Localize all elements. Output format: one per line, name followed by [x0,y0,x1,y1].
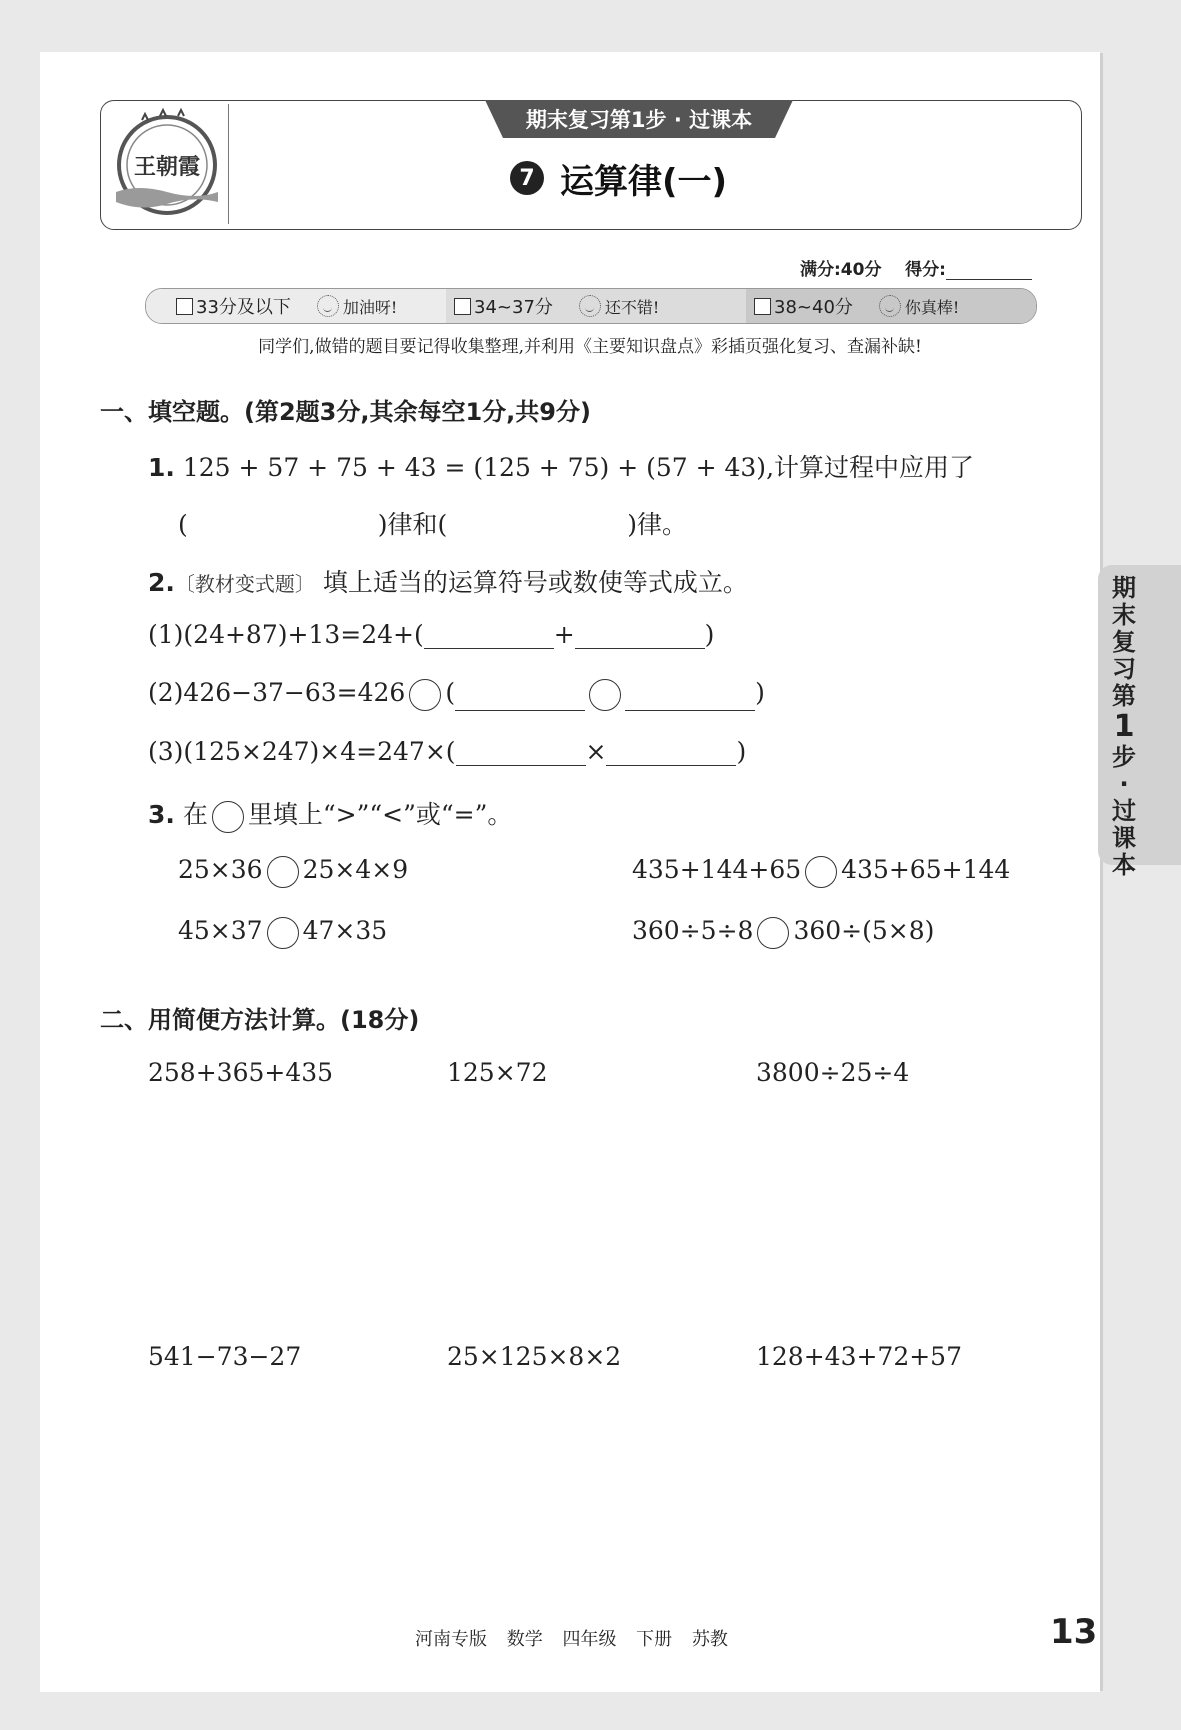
q2-line [148,563,748,599]
compare-1-left: 25×36 [178,855,263,884]
side-tab-char: · [1119,770,1129,798]
compare-1-circle[interactable] [267,856,299,888]
q1-mid: )律和( [377,510,448,539]
q3-compare-1 [178,855,408,888]
calc-problem-5: 25×125×8×2 [447,1342,622,1371]
q3-compare-3 [178,916,387,949]
compare-1-right: 25×4×9 [302,855,409,884]
q3-pre: 在 [182,800,208,829]
logo-separator [228,104,229,224]
q2-item1-blank-1[interactable] [424,622,554,649]
grade-bar [145,288,1037,324]
q3-post: 里填上“>”“<”或“=”。 [247,800,513,829]
section2-heading: 二、用简便方法计算。(18分) [100,1006,420,1034]
level-2-range: 34~37分 [474,297,553,318]
step-label: 期末复习第1步 · 过课本 [525,108,753,132]
checkbox-level-1[interactable] [176,298,193,315]
svg-text:王朝霞: 王朝霞 [133,154,201,180]
level-3-range: 38~40分 [774,297,853,318]
q2-item2-end: ) [755,678,765,707]
side-tab-char: 步 [1112,743,1136,771]
compare-4-right: 360÷(5×8) [793,916,935,945]
score-line [800,255,1032,280]
calc-problem-3: 3800÷25÷4 [756,1058,910,1087]
q2-item3-mid: × [585,737,607,766]
calc-problem-2: 125×72 [447,1058,548,1087]
q2-item2-blank-2[interactable] [625,684,755,711]
side-tab-char: 习 [1112,655,1136,683]
q2-item3 [148,737,746,766]
q2-item3-pre: (3)(125×247)×4=247×( [148,737,456,766]
side-tab-char: 复 [1112,628,1136,656]
full-score-label: 满分:40分 [800,260,882,280]
compare-2-circle[interactable] [805,856,837,888]
q3-compare-2 [632,855,1010,888]
q2-item2-blank-1[interactable] [455,684,585,711]
q1-line1 [148,448,974,484]
q2-item2-open: ( [445,678,456,707]
smiley-icon [317,295,339,317]
checkbox-level-3[interactable] [754,298,771,315]
q2-item3-end: ) [736,737,747,766]
side-tab-char: 过 [1112,797,1136,825]
side-tab-char: 第 [1112,682,1136,710]
level-3-comment: 你真棒! [904,297,960,317]
q3-number: 3. [148,800,175,829]
unit-title: 运算律(一) [560,161,728,202]
page-number: 13 [1050,1612,1098,1652]
smiley-icon [879,295,901,317]
q1-paren-open: ( [178,510,188,539]
compare-4-circle[interactable] [757,917,789,949]
q2-number: 2. [148,568,175,597]
q2-tag: 〔教材变式题〕 [174,572,315,596]
q1-end: )律。 [627,510,688,539]
notice-text: 同学们,做错的题目要记得收集整理,并利用《主要知识盘点》彩插页强化复习、查漏补缺! [258,337,922,357]
page-title [510,148,727,208]
q2-item1-pre: (1)(24+87)+13=24+( [148,620,424,649]
q2-item1-end: ) [704,620,715,649]
q2-item2-circle-2[interactable] [589,679,621,711]
q3-line [148,795,512,833]
compare-3-circle[interactable] [267,917,299,949]
q2-item2-pre: (2)426−37−63=426 [148,678,406,707]
calc-problem-4: 541−73−27 [148,1342,302,1371]
q2-item3-blank-2[interactable] [606,739,736,766]
q2-text: 填上适当的运算符号或数使等式成立。 [322,568,748,597]
q3-compare-4 [632,916,934,949]
logo-seal [108,106,226,224]
compare-3-left: 45×37 [178,916,263,945]
q2-item1-blank-2[interactable] [575,622,705,649]
compare-3-right: 47×35 [302,916,388,945]
q3-circle-example [212,801,244,833]
grade-level-1 [146,289,476,323]
compare-4-left: 360÷5÷8 [632,916,754,945]
level-1-comment: 加油呀! [342,297,398,317]
side-tab-line2 [1098,744,1150,879]
grade-level-3 [746,289,1037,323]
side-tab-number: 1 [1113,709,1135,744]
footer-text: 河南专版 数学 四年级 下册 苏教 [415,1629,728,1650]
unit-number-badge: 7 [510,161,544,195]
grade-level-2 [446,289,754,323]
level-1-range: 33分及以下 [196,297,291,318]
side-tab-text [1098,575,1150,879]
q2-item2-circle-1[interactable] [409,679,441,711]
q1-text: 125 + 57 + 75 + 43 = (125 + 75) + (57 + 43),计算过程中应用了 [182,453,975,482]
smiley-icon [579,295,601,317]
side-tab-char: 本 [1112,851,1136,879]
side-tab-char: 末 [1112,601,1136,629]
got-score-label: 得分: [905,260,946,280]
q1-number: 1. [148,453,175,482]
checkbox-level-2[interactable] [454,298,471,315]
compare-2-left: 435+144+65 [632,855,802,884]
side-tab-char: 期 [1112,574,1136,602]
side-tab-char: 课 [1112,824,1136,852]
q1-line2 [178,505,687,541]
side-tab-line1 [1098,575,1150,710]
q2-item3-blank-1[interactable] [456,739,586,766]
section1-heading: 一、填空题。(第2题3分,其余每空1分,共9分) [100,398,591,426]
calc-problem-1: 258+365+435 [148,1058,334,1087]
compare-2-right: 435+65+144 [841,855,1011,884]
score-blank[interactable] [946,263,1032,280]
q2-item1 [148,620,714,649]
level-2-comment: 还不错! [604,297,660,317]
calc-problem-6: 128+43+72+57 [756,1342,962,1371]
q2-item2 [148,678,765,711]
q2-item1-mid: + [553,620,575,649]
